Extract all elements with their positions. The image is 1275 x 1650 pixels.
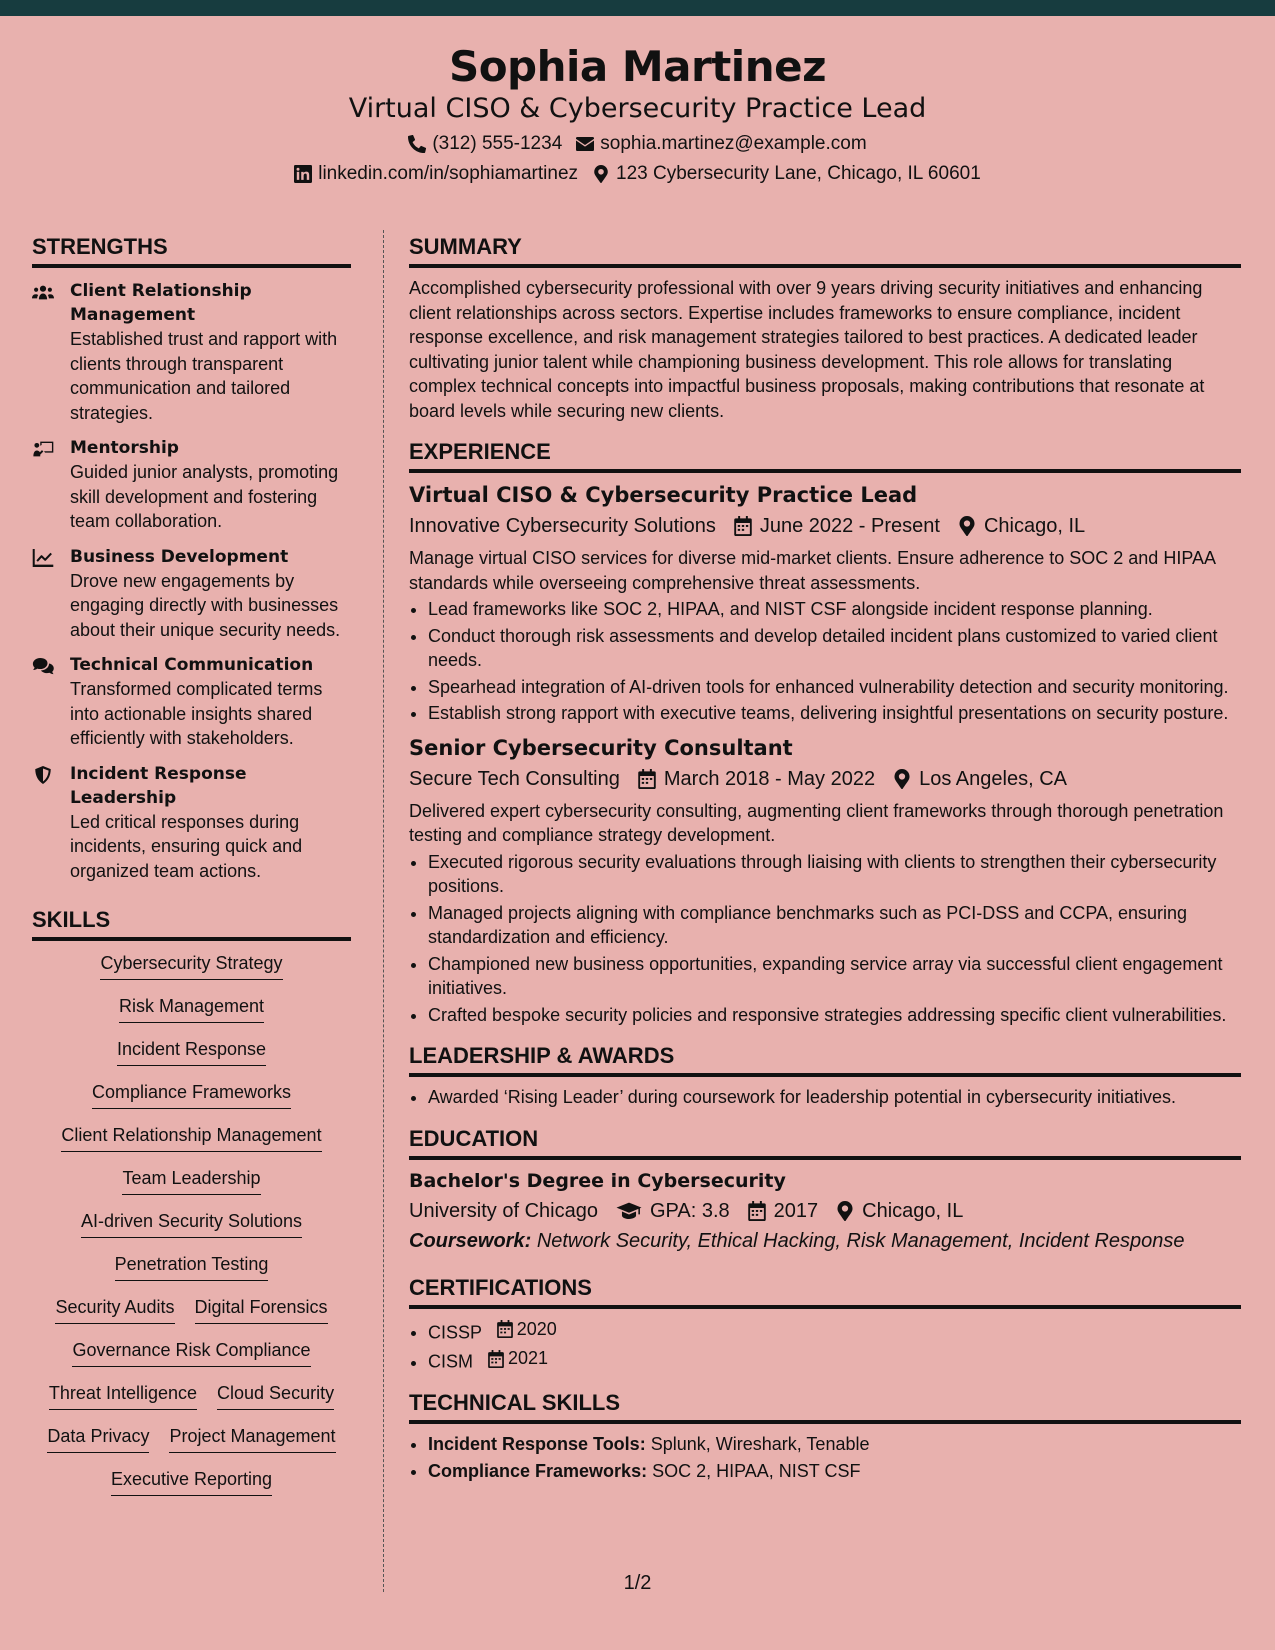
education-year — [748, 1197, 819, 1225]
job-bullets — [409, 850, 1241, 1028]
technical-skill-item — [428, 1459, 1241, 1484]
certifications-heading: CERTIFICATIONS — [409, 1273, 1241, 1309]
skill-tag: Digital Forensics — [195, 1295, 328, 1324]
skill-tag: Project Management — [169, 1424, 335, 1453]
chart-line-icon — [32, 549, 54, 567]
skill-row — [32, 1080, 351, 1109]
technical-skill-label: Compliance Frameworks: — [428, 1460, 648, 1481]
strength-item — [32, 653, 351, 751]
map-marker-icon — [958, 516, 976, 536]
coursework-label: Coursework: — [409, 1229, 532, 1252]
job-meta — [409, 765, 1241, 793]
job-meta — [409, 512, 1241, 540]
strength-item — [32, 279, 351, 425]
phone-icon — [408, 135, 426, 153]
calendar-icon — [748, 1201, 766, 1221]
job-bullet: • Spearhead integration of AI-driven tools for enhanced vulnerability detection and security monitoring. — [428, 675, 1241, 700]
skill-row — [32, 1381, 351, 1410]
leadership-item: • Awarded ‘Rising Leader’ during coursework for leadership potential in cybersecurity initiatives. — [428, 1085, 1241, 1110]
strength-desc: Guided junior analysts, promoting skill development and fostering team collaboration. — [70, 462, 339, 531]
gpa — [616, 1197, 730, 1225]
skill-tag: Team Leadership — [122, 1166, 260, 1195]
strength-desc: Transformed complicated terms into actionable insights shared efficiently with stakeholders. — [70, 679, 323, 748]
calendar-icon — [488, 1350, 504, 1368]
page-number: 1/2 — [623, 1572, 652, 1594]
skill-tag: Executive Reporting — [111, 1467, 272, 1496]
technical-skills-heading: TECHNICAL SKILLS — [409, 1388, 1241, 1424]
technical-skill-label: Incident Response Tools: — [428, 1434, 646, 1454]
job-bullet: • Conduct thorough risk assessments and develop detailed incident plans customized to varied client needs. — [428, 624, 1241, 673]
job-company: Secure Tech Consulting — [409, 767, 620, 790]
job-bullet: • Establish strong rapport with executive teams, delivering insightful presentations on security posture. — [428, 701, 1241, 726]
job-entry — [409, 481, 1241, 726]
job-dates — [734, 512, 940, 540]
map-marker-icon — [893, 769, 911, 789]
email-contact[interactable] — [576, 132, 866, 156]
technical-skills-list — [409, 1432, 1241, 1483]
skill-row — [32, 1037, 351, 1066]
skill-tag: Incident Response — [117, 1037, 266, 1066]
degree-title: Bachelor's Degree in Cybersecurity — [409, 1169, 786, 1192]
skill-row — [32, 1123, 351, 1152]
job-bullet: • Executed rigorous security evaluations through liaising with clients to strengthen their cybersecurity positions. — [428, 850, 1241, 899]
skill-tag: Risk Management — [119, 994, 264, 1023]
technical-skill-value: SOC 2, HIPAA, NIST CSF — [652, 1460, 861, 1481]
skill-row — [32, 1166, 351, 1195]
shield-icon — [32, 766, 54, 784]
summary-text: Accomplished cybersecurity professional with over 9 years driving security initiatives and enhancing client relationships across sectors. Expertise includes frameworks to ensure compliance, incident response excellence, and risk management strategies tailored to best practices. A dedicated leader cultivating junior talent while championing business development. This role allows for translating complex technical concepts into impactful business proposals, making contributions that resonate at board levels while securing new clients. — [409, 278, 1205, 421]
skill-row — [32, 994, 351, 1023]
skill-row — [32, 1295, 351, 1324]
job-company: Innovative Cybersecurity Solutions — [409, 515, 716, 537]
strength-item — [32, 762, 351, 884]
education-year-text: 2017 — [773, 1199, 819, 1222]
skill-tag: Data Privacy — [47, 1424, 149, 1453]
leadership-list — [409, 1085, 1241, 1110]
users-icon — [32, 283, 54, 301]
summary-heading: SUMMARY — [409, 232, 1241, 268]
skill-tag: Threat Intelligence — [49, 1381, 197, 1410]
linkedin-text[interactable]: linkedin.com/in/sophiamartinez — [318, 163, 579, 184]
strength-title: Business Development — [70, 546, 289, 567]
skill-tag: Client Relationship Management — [61, 1123, 321, 1152]
skill-tag: Cloud Security — [217, 1381, 334, 1410]
contact-row-1 — [0, 132, 1275, 156]
strengths-heading: STRENGTHS — [32, 232, 351, 268]
contact-row-2 — [0, 162, 1275, 186]
coursework — [409, 1227, 1241, 1255]
skill-tag: Penetration Testing — [115, 1252, 269, 1281]
education-location — [836, 1197, 963, 1225]
strength-title: Incident Response Leadership — [70, 763, 247, 808]
strength-title: Technical Communication — [70, 655, 314, 675]
certification-item — [428, 1317, 1241, 1345]
cert-year — [497, 1317, 557, 1342]
phone-contact — [408, 132, 562, 156]
strength-title: Client Relationship Management — [70, 281, 252, 325]
job-title: Virtual CISO & Cybersecurity Practice Lead — [409, 483, 918, 507]
phone-text: (312) 555-1234 — [432, 133, 563, 154]
skill-row — [32, 1338, 351, 1367]
skill-tag: Cybersecurity Strategy — [100, 951, 282, 980]
job-bullets — [409, 597, 1241, 726]
job-bullet: • Managed projects aligning with compliance benchmarks such as PCI-DSS and CCPA, ensuring standardization and efficiency. — [428, 901, 1241, 950]
map-marker-icon — [836, 1201, 854, 1221]
skill-tag: AI-driven Security Solutions — [81, 1209, 302, 1238]
job-desc: Manage virtual CISO services for diverse mid-market clients. Ensure adherence to SOC 2 and HIPAA standards while overseeing comprehensive threat assessments. — [409, 548, 1216, 593]
resume-header — [0, 16, 1275, 204]
chalkboard-teacher-icon — [32, 440, 54, 458]
email-text[interactable]: sophia.martinez@example.com — [600, 133, 867, 154]
linkedin-contact[interactable] — [294, 162, 578, 186]
certification-item — [428, 1346, 1241, 1374]
strength-desc: Led critical responses during incidents, ensuring quick and organized team actions. — [70, 811, 303, 881]
strength-desc: Established trust and rapport with clients through transparent communication and tailored strategies. — [70, 329, 338, 423]
job-location — [893, 765, 1067, 793]
job-location-text: Los Angeles, CA — [919, 767, 1067, 790]
technical-skill-item — [428, 1432, 1241, 1457]
job-entry — [409, 734, 1241, 1028]
left-column — [32, 232, 351, 1510]
strength-desc: Drove new engagements by engaging directly with businesses about their unique security needs. — [70, 570, 341, 640]
skills-heading: SKILLS — [32, 905, 351, 941]
comments-icon — [32, 657, 54, 675]
skill-tag: Security Audits — [55, 1295, 174, 1324]
education-meta — [409, 1197, 1241, 1225]
right-column — [409, 232, 1241, 1485]
strength-item — [32, 545, 351, 643]
coursework-text: Network Security, Ethical Hacking, Risk Management, Incident Response — [536, 1229, 1185, 1252]
cert-year-text: 2020 — [516, 1318, 557, 1339]
linkedin-icon — [294, 165, 312, 183]
skill-row — [32, 1424, 351, 1453]
job-title: Senior Cybersecurity Consultant — [409, 735, 793, 760]
leadership-heading: LEADERSHIP & AWARDS — [409, 1041, 1241, 1077]
skill-row — [32, 1252, 351, 1281]
job-bullet: • Crafted bespoke security policies and responsive strategies addressing specific client vulnerabilities. — [428, 1003, 1241, 1028]
education-heading: EDUCATION — [409, 1124, 1241, 1160]
graduation-cap-icon — [616, 1201, 642, 1221]
strength-item — [32, 436, 351, 534]
job-desc: Delivered expert cybersecurity consulting, augmenting client frameworks through thorough penetration testing and compliance strategy development. — [409, 800, 1224, 845]
column-divider — [383, 230, 384, 1592]
technical-skill-value: Splunk, Wireshark, Tenable — [650, 1434, 870, 1454]
gpa-text: GPA: 3.8 — [649, 1199, 730, 1222]
skill-tag: Governance Risk Compliance — [72, 1338, 310, 1367]
school-name: University of Chicago — [409, 1199, 598, 1222]
calendar-icon — [638, 769, 656, 789]
skill-row — [32, 1467, 351, 1496]
cert-name: CISM — [428, 1351, 473, 1372]
job-location — [958, 512, 1085, 540]
job-dates-text: June 2022 - Present — [759, 515, 940, 537]
calendar-icon — [734, 516, 752, 536]
education-location-text: Chicago, IL — [862, 1199, 964, 1222]
cert-year — [488, 1346, 548, 1371]
job-location-text: Chicago, IL — [983, 515, 1086, 537]
cert-name: CISSP — [428, 1321, 482, 1342]
candidate-title: Virtual CISO & Cybersecurity Practice Lead — [348, 93, 927, 124]
skill-row — [32, 1209, 351, 1238]
calendar-icon — [497, 1320, 513, 1338]
job-dates — [638, 765, 875, 793]
job-bullet: • Championed new business opportunities, expanding service array via successful client engagement initiatives. — [428, 952, 1241, 1001]
job-bullet: • Lead frameworks like SOC 2, HIPAA, and NIST CSF alongside incident response planning. — [428, 597, 1241, 622]
address-contact — [592, 162, 981, 186]
map-marker-icon — [592, 165, 610, 183]
skills-list — [32, 951, 351, 1496]
cert-year-text: 2021 — [508, 1348, 549, 1369]
top-accent-bar — [0, 0, 1275, 16]
experience-heading: EXPERIENCE — [409, 437, 1241, 473]
job-dates-text: March 2018 - May 2022 — [663, 767, 876, 790]
candidate-name: Sophia Martinez — [448, 42, 827, 91]
certifications-list — [409, 1317, 1241, 1375]
skill-tag: Compliance Frameworks — [92, 1080, 291, 1109]
address-text: 123 Cybersecurity Lane, Chicago, IL 60601 — [616, 163, 981, 184]
strength-title: Mentorship — [70, 438, 179, 458]
envelope-icon — [576, 135, 594, 153]
skill-row — [32, 951, 351, 980]
